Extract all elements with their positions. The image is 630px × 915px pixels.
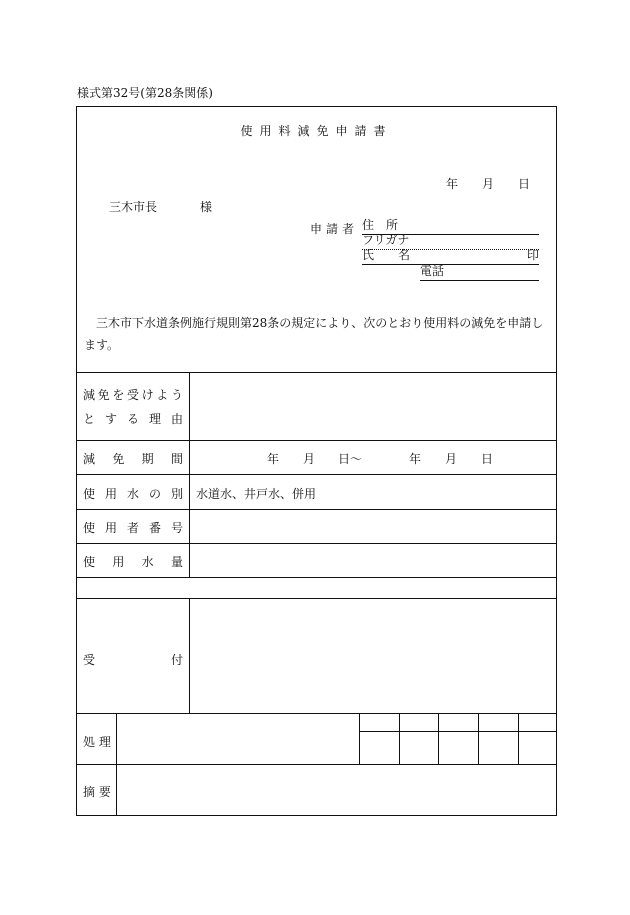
name-label: 氏 名 bbox=[362, 248, 411, 262]
remarks-cell bbox=[117, 765, 556, 815]
form-number-label: 様式第32号(第28条関係) bbox=[77, 86, 213, 100]
processing-grid-line bbox=[518, 713, 519, 764]
row-line bbox=[76, 474, 557, 475]
period-end-month: 月 bbox=[445, 452, 458, 466]
processing-grid-line bbox=[399, 713, 400, 764]
row-line bbox=[76, 440, 557, 441]
addressee-name: 三木市長 bbox=[109, 200, 158, 214]
reason-input-cell[interactable] bbox=[190, 373, 556, 439]
processing-cell bbox=[117, 714, 358, 763]
remarks-label: 摘 要 bbox=[83, 785, 111, 799]
seal-mark: 印 bbox=[526, 248, 539, 262]
user-number-label: 使 用 者 番 号 bbox=[83, 521, 183, 535]
date-month-label: 月 bbox=[482, 177, 495, 191]
application-statement: 三木市下水道条例施行規則第28条の規定により、次のとおり使用料の減免を申請します。 bbox=[84, 316, 544, 352]
reception-cell bbox=[190, 599, 556, 712]
phone-label: 電話 bbox=[420, 264, 445, 278]
furigana-label: フリガナ bbox=[362, 233, 410, 247]
period-label: 減 免 期 間 bbox=[83, 452, 183, 466]
date-year-label: 年 bbox=[446, 177, 459, 191]
row-line bbox=[76, 577, 557, 578]
phone-field[interactable] bbox=[420, 265, 539, 281]
period-start-day: 日〜 bbox=[338, 452, 363, 466]
water-usage-label: 使 用 水 量 bbox=[83, 555, 183, 569]
processing-grid-mid-line bbox=[359, 731, 557, 732]
name-field[interactable] bbox=[362, 250, 539, 265]
reason-label-line1: 減 免 を 受 け よ う bbox=[83, 388, 183, 402]
address-label: 住 所 bbox=[362, 218, 399, 232]
addressee-honorific: 様 bbox=[200, 200, 213, 214]
applicant-label: 申請者 bbox=[310, 222, 359, 236]
processing-grid-line bbox=[438, 713, 439, 764]
processing-label: 処 理 bbox=[83, 735, 111, 749]
period-start-year: 年 bbox=[267, 452, 280, 466]
processing-grid-line bbox=[478, 713, 479, 764]
period-end-day: 日 bbox=[481, 452, 494, 466]
water-type-options[interactable]: 水道水、井戸水、併用 bbox=[196, 487, 317, 501]
reason-label-line2: と す る 理 由 bbox=[83, 412, 183, 426]
form-title: 使用料減免申請書 bbox=[240, 124, 393, 138]
period-end-year: 年 bbox=[409, 452, 422, 466]
user-number-input-cell[interactable] bbox=[190, 510, 556, 542]
reception-label: 受 付 bbox=[83, 653, 183, 667]
processing-grid-line bbox=[359, 713, 360, 764]
water-usage-input-cell[interactable] bbox=[190, 544, 556, 576]
period-start-month: 月 bbox=[303, 452, 316, 466]
date-day-label: 日 bbox=[518, 177, 531, 191]
water-type-label: 使 用 水 の 別 bbox=[83, 487, 183, 501]
